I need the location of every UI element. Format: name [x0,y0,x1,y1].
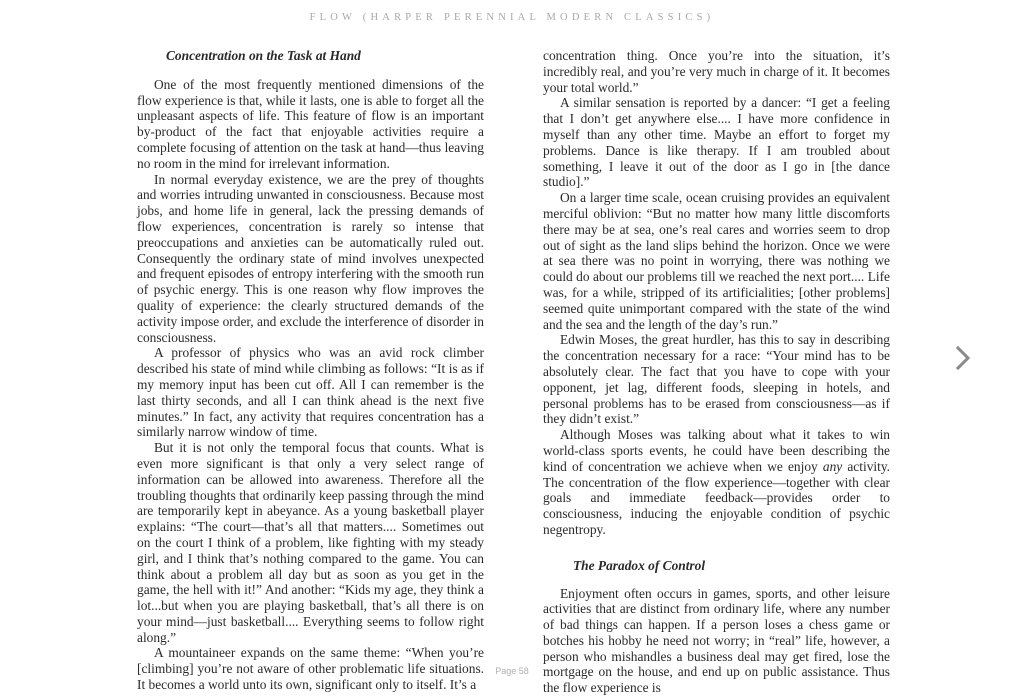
text-run: activity. The concentration of the flow experience—together with clear goals and immediate feedback—provides order to consciousness, inducing the enjoyable condition of psychic negentropy. [543,459,890,537]
section-heading: Concentration on the Task at Hand [166,48,484,64]
text-run: Although Moses was talking about what it takes to win world-class sports events, he could have been describing the kind of concentration we achieve when we enjoy [543,427,890,474]
body-paragraph [543,427,890,538]
body-paragraph: On a larger time scale, ocean cruising provides an equivalent merciful oblivion: “But no matter how many little discomforts there may be at sea, one’s real cares and worries seem to drop out of sight as the land slips behind the horizon. Once we were at sea there was no point in worrying, there was nothing we could do about our problems till we reached the next port.... Life was, for a while, stripped of its artificialities; [other problems] seemed quite unimportant compared with the state of the wind and the sea and the length of the day’s run.” [543,190,890,332]
continued-paragraph: concentration thing. Once you’re into the situation, it’s incredibly real, and you’re very much in charge of it. It becomes your total world.” [543,48,890,95]
emphasized-word: any [823,459,842,474]
body-paragraph: But it is not only the temporal focus that counts. What is even more significant is that only a very select range of information can be allowed into awareness. Therefore all the troubling thoughts that ordinarily keep passing through the mind are temporarily kept in abeyance. As a young basketball player explains: “The court—that’s all that matters.... Sometimes out on the court I think of a problem, like fighting with my steady girl, and I think that’s nothing compared to the game. You can think about a problem all day but as soon as you get in the game, the hell with it!” And another: “Kids my age, they think a lot...but when you are playing basketball, that’s all there is on your mind—just basketball.... Everything seems to follow right along.” [137,440,484,645]
body-paragraph: In normal everyday existence, we are the prey of thoughts and worries intruding unwanted in consciousness. Because most jobs, and home life in general, lack the pressing demands of flow experiences, concentration is rarely so intense that preoccupations and anxieties can be automatically ruled out. Consequently the ordinary state of mind involves unexpected and frequent episodes of entropy interfering with the smooth run of psychic energy. This is one reason why flow improves the quality of experience: the clearly structured demands of the activity impose order, and exclude the interference of disorder in consciousness. [137,172,484,346]
body-paragraph: Enjoyment often occurs in games, sports, and other leisure activities that are distinct from ordinary life, where any number of bad things can happen. If a person loses a chess game or botches his hobby he need not worry; in “real” life, however, a person who mishandles a business deal may get fired, lose the mortgage on the house, and end up on public assistance. Thus the flow experience is [543,586,890,696]
section-heading: The Paradox of Control [573,558,890,574]
next-page-button[interactable] [950,344,976,374]
body-paragraph: Edwin Moses, the great hurdler, has this to say in describing the concentration necessary for a race: “Your mind has to be absolutely clear. The fact that you have to cope with your opponent, jet lag, different foods, sleeping in hotels, and personal problems has to be erased from consciousness—as if they didn’t exist.” [543,332,890,427]
page-number: Page 58 [0,666,1024,676]
body-paragraph: A mountaineer expands on the same theme: “When you’re [climbing] you’re not aware of other problematic life situations. It becomes a world unto its own, significant only to itself. It’s a [137,645,484,692]
body-paragraph: A professor of physics who was an avid rock climber described his state of mind while climbing as follows: “It is as if my memory input has been cut off. All I can remember is the last thirty seconds, and all I can think ahead is the next five minutes.” In fact, any activity that requires concentration has a similarly narrow window of time. [137,345,484,440]
right-page-column [543,48,890,696]
left-page-column [137,48,484,693]
chevron-right-icon [950,344,976,374]
body-paragraph: A similar sensation is reported by a dancer: “I get a feeling that I don’t get anywhere else.... I have more confidence in myself than any other time. Maybe an effort to forget my problems. Dance is like therapy. If I am troubled about something, I leave it out of the door as I go in [the dance studio].” [543,95,890,190]
book-title-header: FLOW (HARPER PERENNIAL MODERN CLASSICS) [0,12,1024,23]
body-paragraph: One of the most frequently mentioned dimensions of the flow experience is that, while it lasts, one is able to forget all the unpleasant aspects of life. This feature of flow is an important by-product of the fact that enjoyable activities require a complete focusing of attention on the task at hand—thus leaving no room in the mind for irrelevant information. [137,77,484,172]
